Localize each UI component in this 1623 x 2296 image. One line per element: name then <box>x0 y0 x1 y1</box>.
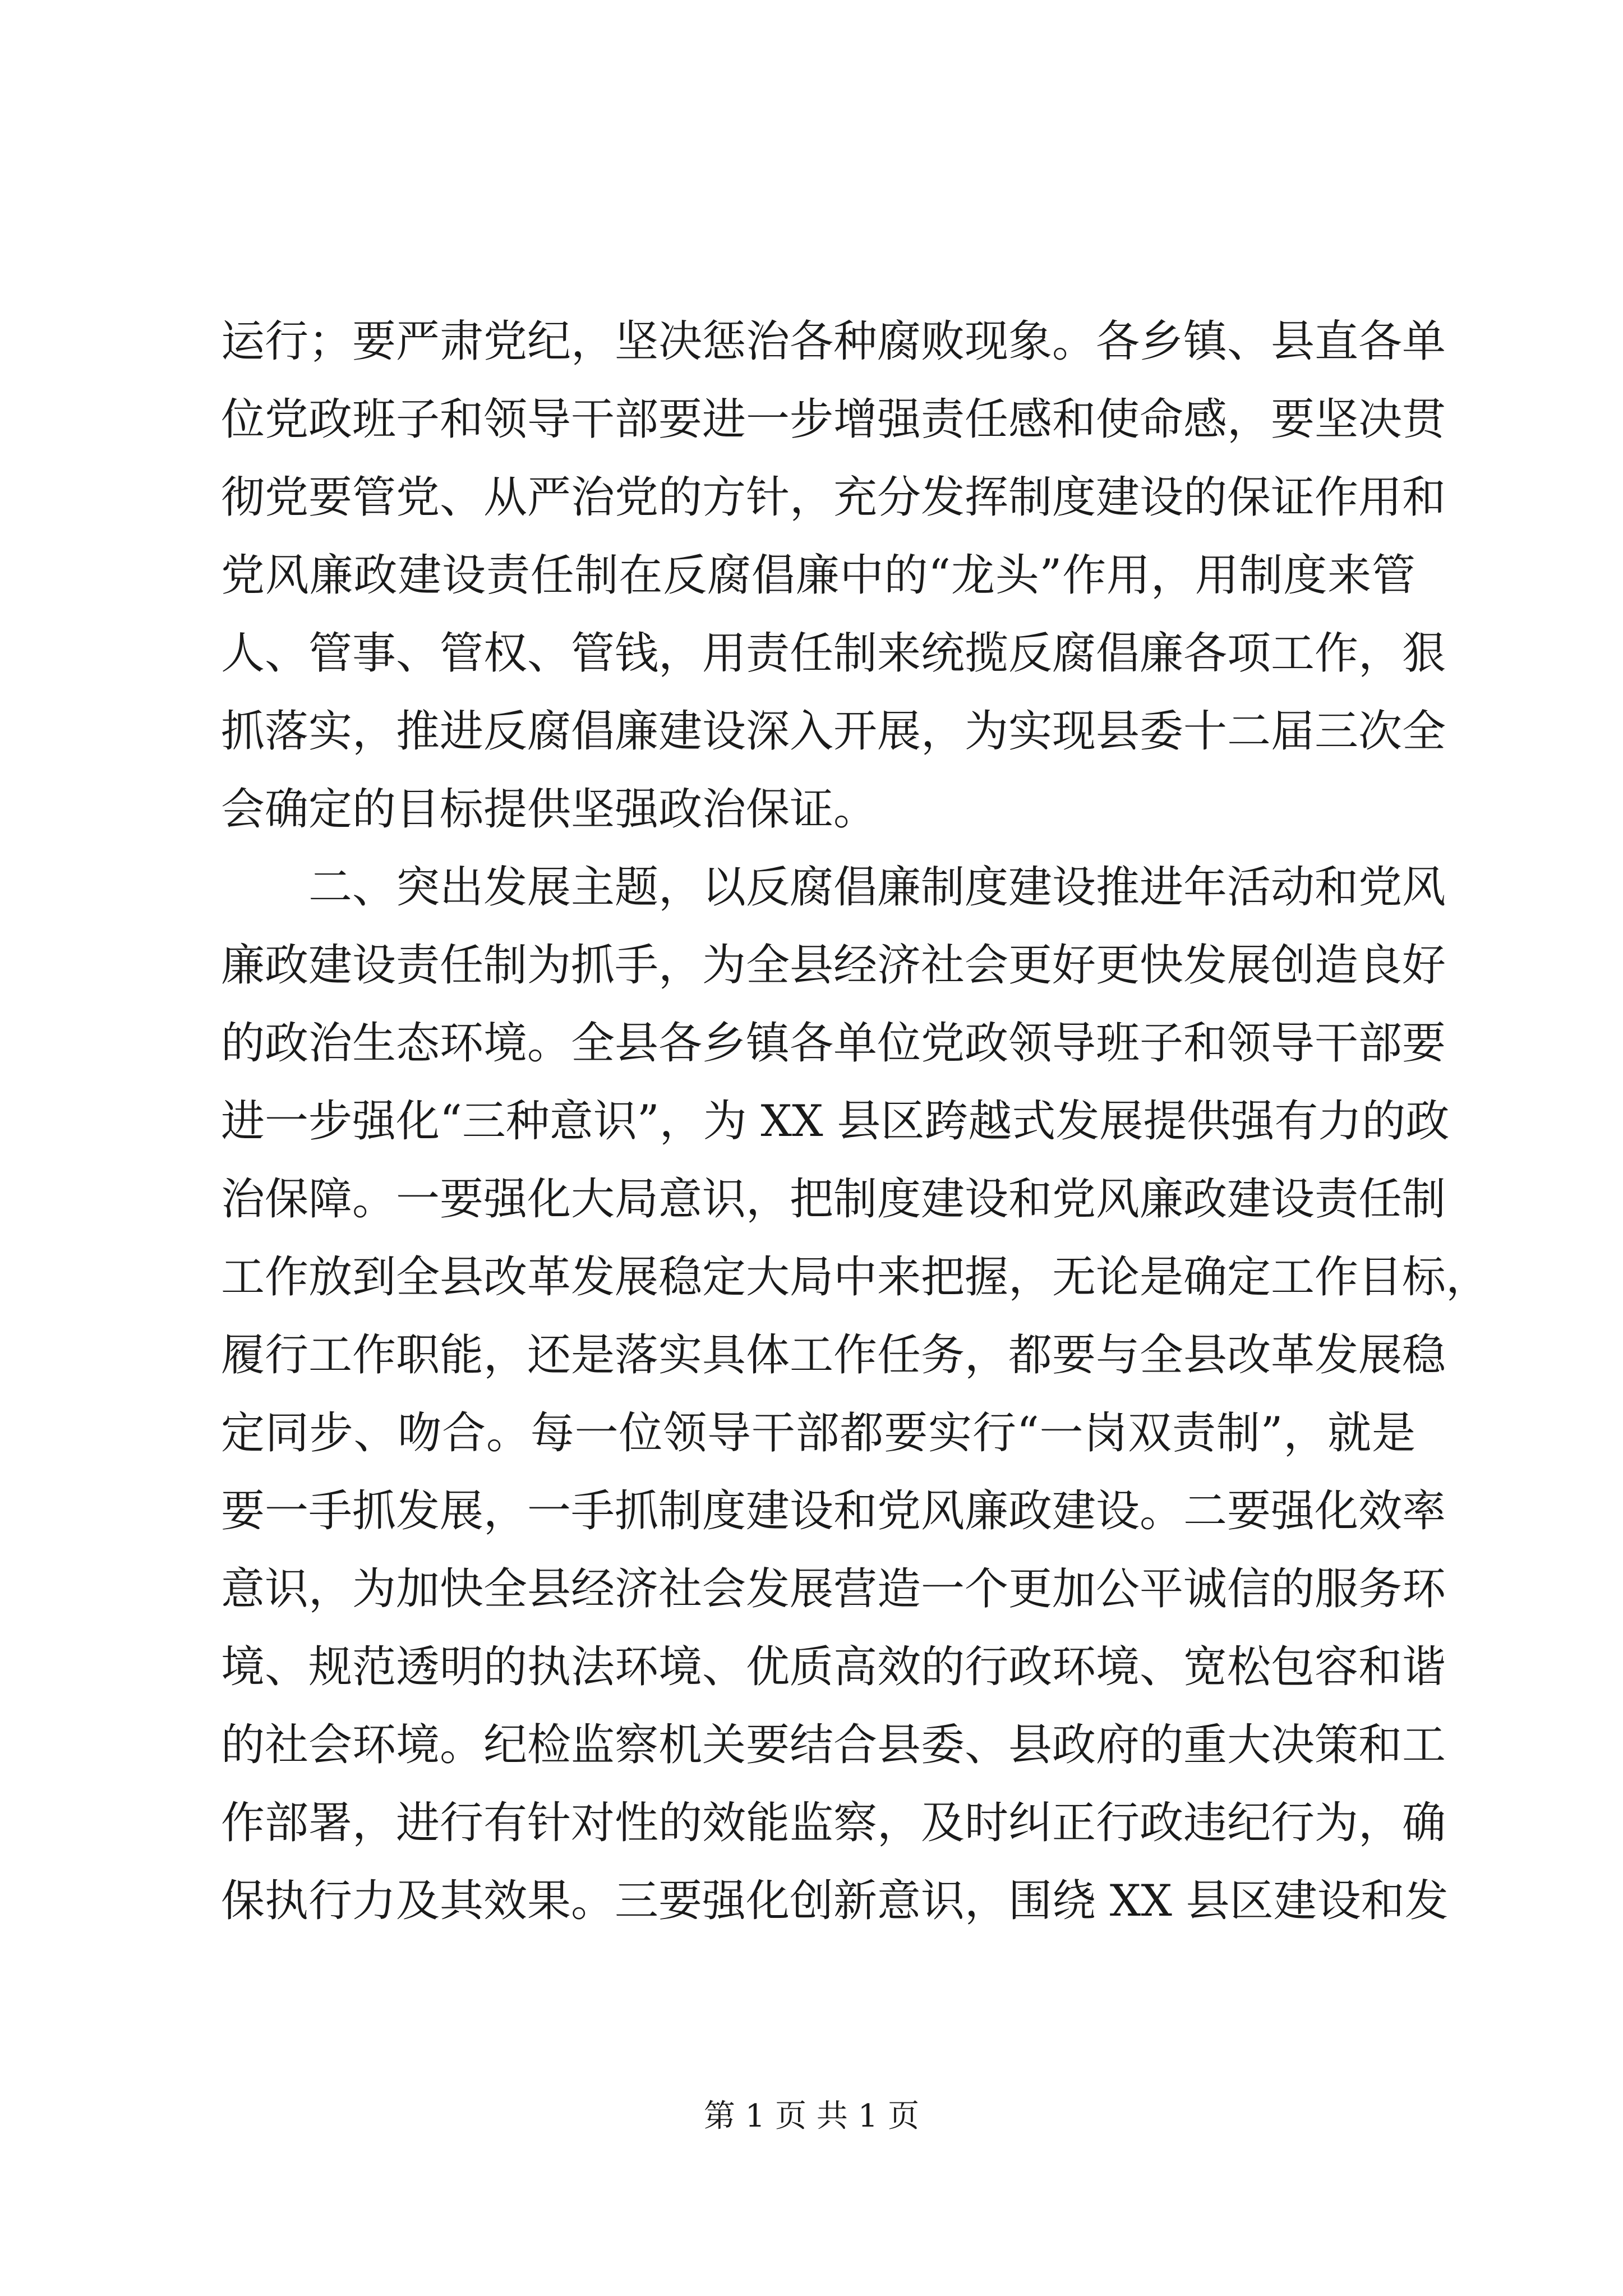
text-line: 抓落实，推进反腐倡廉建设深入开展，为实现县委十二届三次全 <box>221 706 1446 757</box>
body-text <box>221 303 1490 1940</box>
text-line: 工作放到全县改革发展稳定大局中来把握，无论是确定工作目标， <box>221 1252 1490 1303</box>
text-line: 的社会环境。纪检监察机关要结合县委、县政府的重大决策和工 <box>221 1720 1446 1770</box>
text-line: 作部署，进行有针对性的效能监察，及时纠正行政违纪行为，确 <box>221 1798 1446 1848</box>
text-line: 境、规范透明的执法环境、优质高效的行政环境、宽松包容和谐 <box>221 1642 1446 1692</box>
text-line: 治保障。一要强化大局意识，把制度建设和党风廉政建设责任制 <box>221 1174 1446 1225</box>
text-line: 会确定的目标提供坚强政治保证。 <box>221 784 878 835</box>
text-line: 进一步强化“三种意识”，为 XX 县区跨越式发展提供强有力的政 <box>221 1096 1450 1147</box>
text-line: 要一手抓发展，一手抓制度建设和党风廉政建设。二要强化效率 <box>221 1486 1446 1536</box>
text-line: 意识，为加快全县经济社会发展营造一个更加公平诚信的服务环 <box>221 1564 1446 1614</box>
text-line: 廉政建设责任制为抓手，为全县经济社会更好更快发展创造良好 <box>221 940 1446 991</box>
text-line: 履行工作职能，还是落实具体工作任务，都要与全县改革发展稳 <box>221 1330 1446 1381</box>
text-line: 彻党要管党、从严治党的方针，充分发挥制度建设的保证作用和 <box>221 472 1446 523</box>
text-line: 党风廉政建设责任制在反腐倡廉中的“龙头”作用，用制度来管 <box>221 550 1415 601</box>
text-line: 二、突出发展主题，以反腐倡廉制度建设推进年活动和党风 <box>221 862 1446 913</box>
text-line: 人、管事、管权、管钱，用责任制来统揽反腐倡廉各项工作，狠 <box>221 628 1446 679</box>
text-line: 保执行力及其效果。三要强化创新意识，围绕 XX 县区建设和发 <box>221 1876 1449 1926</box>
text-line: 位党政班子和领导干部要进一步增强责任感和使命感，要坚决贯 <box>221 394 1446 445</box>
text-line: 的政治生态环境。全县各乡镇各单位党政领导班子和领导干部要 <box>221 1018 1446 1069</box>
text-line: 定同步、吻合。每一位领导干部都要实行“一岗双责制”，就是 <box>221 1408 1415 1458</box>
page-number: 第 1 页 共 1 页 <box>703 2098 920 2134</box>
text-line: 运行；要严肃党纪，坚决惩治各种腐败现象。各乡镇、县直各单 <box>221 316 1446 367</box>
